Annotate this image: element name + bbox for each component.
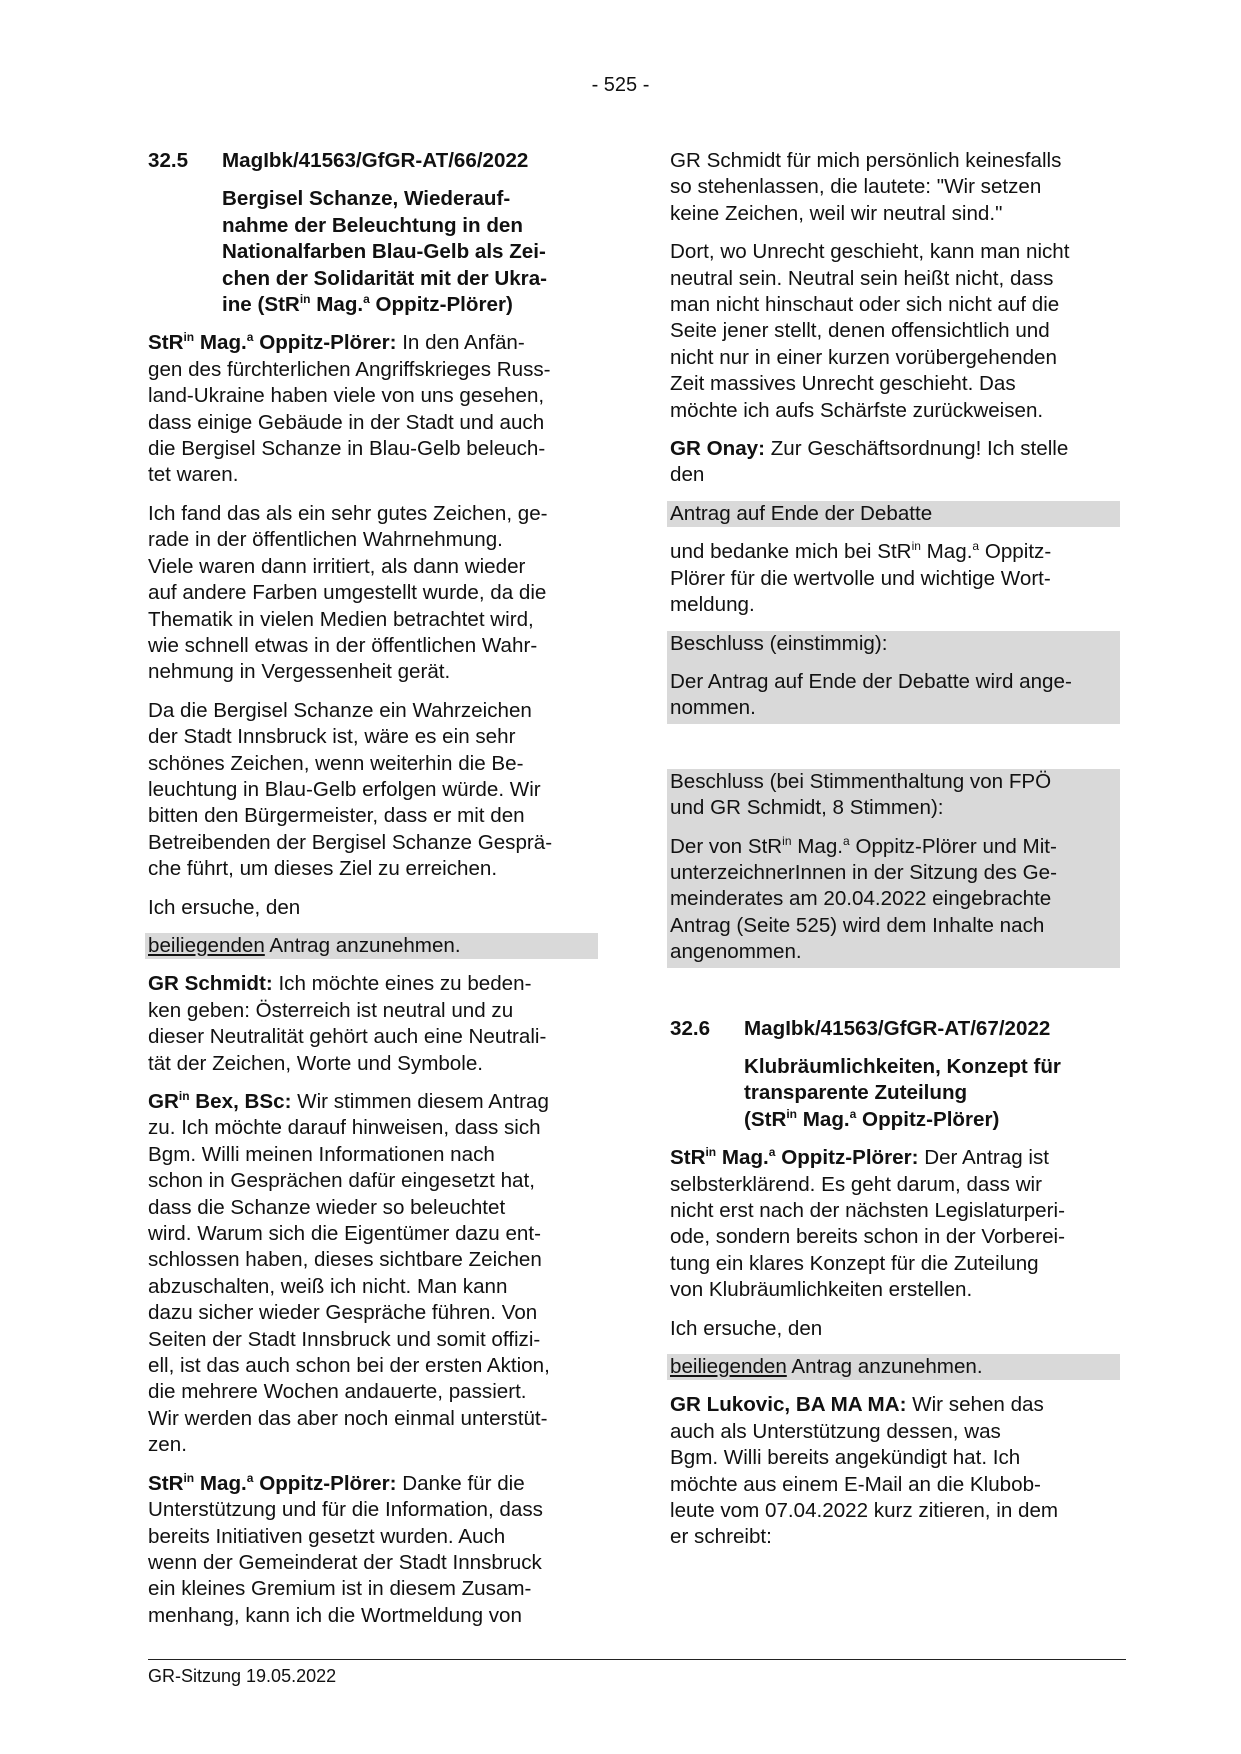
paragraph: Ich fand das als ein sehr gutes Zeichen, ge- rade in der öffentlichen Wahrnehmung. Viele waren dann irritiert, als dann wieder auf andere Farben umgestellt wurde, da die Thematik in vielen Medien betrachtet wird, wie schnell etwas in der öffentlichen Wahr- nehmung in Vergessenheit gerät.	[148, 501, 548, 684]
motion-highlight: beiliegenden Antrag anzunehmen.	[145, 933, 598, 959]
speaker-name: GR Onay:	[670, 437, 765, 461]
right-column	[670, 148, 1120, 1563]
speaker-name: GR Schmidt:	[148, 972, 273, 996]
speech-schmidt: GR Schmidt: Ich möchte eines zu beden- ken geben: Österreich ist neutral und zu dieser Neutralität gehört auch eine Neutrali- tät der Zeichen, Worte und Symbole.	[148, 972, 547, 1075]
paragraph: Ich ersuche, den	[670, 1316, 823, 1340]
speaker-name: $GR^{in}$ Bex, BSc:	[148, 1089, 292, 1113]
section-reference: MagIbk/41563/GfGR-AT/66/2022	[222, 149, 529, 172]
section-32-5-heading	[148, 148, 598, 174]
title-line: nahme der Beleuchtung in den	[222, 213, 523, 237]
speaker-name: StR$^{in}$ Mag.$^a$ Oppitz-Plörer:	[670, 1145, 919, 1170]
paragraph: Ich ersuche, den	[148, 895, 301, 919]
section-number: 32.6	[670, 1016, 711, 1040]
section-number: 32.5	[148, 149, 189, 172]
speaker-name: StR$^{in}$ Mag.$^a$ Oppitz-Plörer:	[148, 330, 397, 355]
section-32-6-title: Klubräumlichkeiten, Konzept für transparente Zuteilung (StR$^{in}$ Mag.$^a$ Oppitz-Plörer)	[744, 1054, 1061, 1131]
resolution-head: Beschluss (einstimmig):	[670, 631, 888, 655]
speech-onay: GR Onay: Zur Geschäftsordnung! Ich stelle den	[670, 437, 1069, 487]
left-column	[148, 148, 598, 1641]
paragraph: Da die Bergisel Schanze ein Wahrzeichen der Stadt Innsbruck ist, wäre es ein sehr schönes Zeichen, wenn weiterhin die Be- leuchtung in Blau-Gelb erfolgen würde. Wir bitten den Bürgermeister, dass er mit den Betreibenden der Bergisel Schanze Gesprä- che führt, um dieses Ziel zu erreichen.	[148, 698, 553, 881]
debate-end-highlight: Antrag auf Ende der Debatte	[667, 501, 1120, 527]
speaker-name: StR$^{in}$ Mag.$^a$ Oppitz-Plörer:	[148, 1470, 397, 1495]
title-line: chen der Solidarität mit der Ukra-	[222, 266, 548, 290]
title-line: Nationalfarben Blau-Gelb als Zei-	[222, 240, 546, 264]
paragraph: und bedanke mich bei StR$^{in}$ Mag.$^a$ Oppitz- Plörer für die wertvolle und wichtige Wort- meldung.	[670, 539, 1052, 617]
speech-oppitz-ploerer-2: StR$^{in}$ Mag.$^a$ Oppitz-Plörer: Danke für die Unterstützung und für die Information, dass bereits Initiativen gesetzt wurden. Auch wenn der Gemeinderat der Stadt Innsbruck ein kleines Gremium ist in diesem Zusam- menhang, kann ich die Wortmeldung von	[148, 1470, 543, 1627]
title-line: ine (StR$^{in}$ Mag.$^a$ Oppitz-Plörer)	[222, 292, 513, 317]
paragraph: GR Schmidt für mich persönlich keinesfalls so stehenlassen, die lautete: "Wir setzen keine Zeichen, weil wir neutral sind."	[670, 149, 1062, 225]
speaker-name: GR Lukovic, BA MA MA:	[670, 1393, 907, 1417]
footer-text: GR-Sitzung 19.05.2022	[148, 1666, 337, 1686]
resolution-box-2: Beschluss (bei Stimmenthaltung von FPÖ und GR Schmidt, 8 Stimmen): Der von StR$^{in}$ Mag.$^a$ Oppitz-Plörer und Mit- unterzeichnerInnen in der Sitzung des Ge- meinderates am 20.04.2022 eingebrachte Antrag (Seite 525) wird dem Inhalte nach angenommen.	[667, 769, 1120, 968]
section-reference: MagIbk/41563/GfGR-AT/67/2022	[744, 1016, 1051, 1040]
section-32-5-title	[222, 186, 598, 318]
speech-bex: $GR^{in}$ Bex, BSc: Wir stimmen diesem Antrag zu. Ich möchte darauf hinweisen, dass sich Bgm. Willi meinen Informationen nach schon in Gesprächen dafür eingesetzt hat, dass die Schanze wieder so beleuchtet wird. Warum sich die Eigentümer dazu ent- schlossen haben, dieses sichtbare Zeichen abzuschalten, weiß ich nicht. Man kann dazu sicher wieder Gespräche führen. Von Seiten der Stadt Innsbruck und somit offizi- ell, ist das auch schon bei der ersten Aktion, die mehrere Wochen andauerte, passiert. Wir werden das aber noch einmal unterstüt- zen.	[148, 1089, 550, 1457]
resolution-box-1: Beschluss (einstimmig): Der Antrag auf Ende der Debatte wird ange- nommen.	[667, 631, 1120, 724]
section-32-6-heading	[670, 1016, 1120, 1042]
page-number: - 525 -	[591, 74, 650, 96]
title-line: Bergisel Schanze, Wiederauf-	[222, 187, 511, 211]
paragraph: Dort, wo Unrecht geschieht, kann man nicht neutral sein. Neutral sein heißt nicht, dass man nicht hinschaut oder sich nicht auf die Seite jener stellt, denen offensichtlich und nicht nur in einer kurzen vorübergehenden Zeit massives Unrecht geschieht. Das möchte ich aufs Schärfste zurückweisen.	[670, 240, 1070, 422]
speech-oppitz-ploerer-3: StR$^{in}$ Mag.$^a$ Oppitz-Plörer: Der Antrag ist selbsterklärend. Es geht darum, dass wir nicht erst nach der nächsten Legislaturperi- ode, sondern bereits schon in der Vorberei- tung ein klares Konzept für die Zuteilung von Klubräumlichkeiten erstellen.	[670, 1145, 1065, 1302]
motion-highlight: beiliegenden Antrag anzunehmen.	[667, 1354, 1120, 1380]
footer-divider	[148, 1659, 1126, 1660]
speech-lukovic: GR Lukovic, BA MA MA: Wir sehen das auch als Unterstützung dessen, was Bgm. Willi bereits angekündigt hat. Ich möchte aus einem E-Mail an die Klubob- leute vom 07.04.2022 kurz zitieren, in dem er schreibt:	[670, 1393, 1059, 1549]
speech-oppitz-ploerer-1: StR$^{in}$ Mag.$^a$ Oppitz-Plörer: In den Anfän- gen des fürchterlichen Angriffskrieges Russ- land-Ukraine haben viele von uns gesehen, dass einige Gebäude in der Stadt und auch die Bergisel Schanze in Blau-Gelb beleuch- tet waren.	[148, 330, 551, 487]
